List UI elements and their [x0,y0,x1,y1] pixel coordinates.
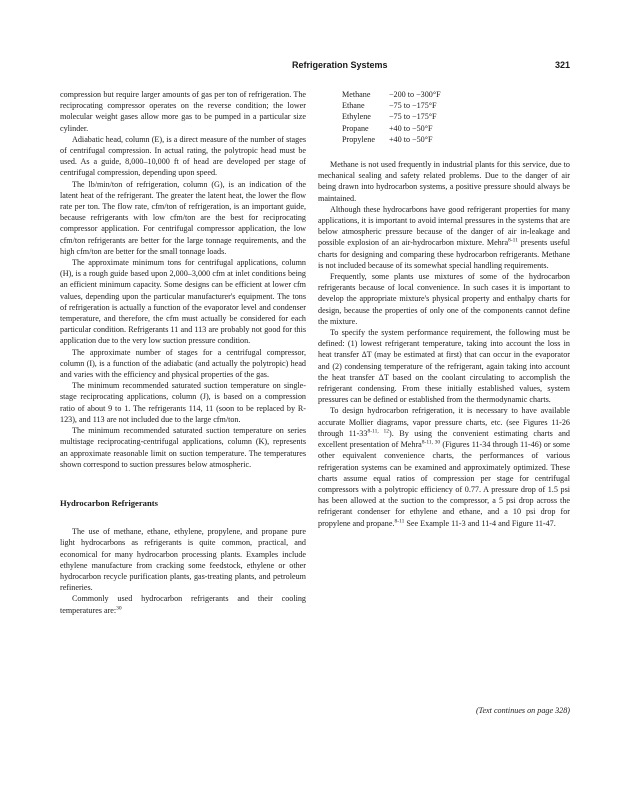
reference-marker: 8-11 [394,517,405,524]
paragraph [60,593,306,615]
paragraph: The use of methane, ethane, ethylene, propylene, and propane pure light hydrocarbons as refrigerants is quite common, practical, and economical for many hydrocarbon processing plants. Examples include ethylene manufacture from cracking some feedstock, ethylene or other hydrocarbon recycle purification plants, gas-treating plants, and petroleum refineries. [60,527,306,593]
refrigerant-temperature-table [342,89,455,145]
temp-range: +40 to −50°F [388,123,433,133]
section-heading: Hydrocarbon Refrigerants [60,497,158,508]
right-column [318,89,570,529]
table-row [342,111,455,122]
continuation-note: (Text continues on page 328) [475,706,570,715]
page-number: 321 [554,60,570,70]
paragraph-text: To design hydrocarbon refrigeration, it is necessary to have available accurate Mollier diagrams, vapor pressure charts, etc. (see Figures 11-26 through 11-33 [318,406,570,438]
paragraph: The approximate minimum tons for centrifugal applications, column (H), is a rough guide based upon 2,000–3,000 cfm at inlet conditions being an efficient minimum capacity. Some designs can be efficient at lower cfm values, depending upon the particular manufacturer's equipment. The tons of refrigeration is actually a function of the evaporator level and condenser temperature, and therefore, the cfm must actually be considered for each particular condition. Refrigerants 11 and 113 are probably not good for this application due to the very low suction pressure condition. [60,258,306,346]
running-header [60,60,570,74]
temp-range: +40 to −50°F [388,134,433,144]
paragraph: The approximate number of stages for a centrifugal compressor, column (I), is a function of the adiabatic (and actually the polytropic) head and varies with the efficiency and physical properties of the gas. [60,347,306,380]
table-row [342,100,455,111]
table-row [342,89,455,100]
gas-name: Ethane [342,101,365,111]
reference-marker: 30 [116,604,122,611]
table-row [342,134,455,145]
gas-name: Propane [342,123,369,133]
paragraph-text: Although these hydrocarbons have good refrigerant properties for many applications, it is important to avoid internal pressures in the systems that are below atmospheric pressure because of the danger of air in-leakage and possible explosion of an air-hydrocarbon mixture. Mehra [318,204,570,248]
temp-range: −75 to −175°F [388,101,437,111]
paragraph-text: See Example 11-3 and 11-4 and Figure 11-47. [404,518,556,528]
gas-name: Propylene [342,134,375,144]
gas-name: Methane [342,90,371,99]
running-title: Refrigeration Systems [292,60,388,70]
temp-range: −75 to −175°F [388,112,437,122]
paragraph-text: Commonly used hydrocarbon refrigerants and their cooling temperatures are: [60,594,306,615]
temp-range: −200 to −300°F [388,90,441,99]
paragraph [318,204,570,271]
paragraph-text: presents useful charts for designing and comparing these hydrocarbon refrigerants. Methane is not included because of its somewhat special handling requirements. [318,238,570,270]
paragraph: The lb/min/ton of refrigeration, column (G), is an indication of the latent heat of the refrigerant. The greater the latent heat, the lower the flow rate per ton. The flow rate, cfm/ton of refrigeration, is an important guide, because refrigerants with low cfm/ton are the best for reciprocating compressor application. For centrifugal compressor application, the low cfm/ton refrigerants are better for the large tonnage requirements, and the high cfm/ton are better for the small tonnage loads. [60,179,306,256]
paragraph-text: ). By using the convenient estimating charts and excellent presentation of Mehra [318,428,570,450]
left-column [60,89,306,616]
reference-marker: 8-11, 12 [367,428,390,435]
paragraph [318,405,570,528]
paragraph: The minimum recommended saturated suction temperature on series multistage reciprocating-centrifugal applications, column (K), represents an approximate reasonable limit on suction temperature. The temperatures shown correspond to suction pressures below atmospheric. [60,426,306,469]
paragraph: Adiabatic head, column (E), is a direct measure of the number of stages of centrifugal compression. In actual rating, the polytropic head must be used. As a guide, 8,000–10,000 ft of head are developed per stage of centrifugal compression, depending upon speed. [60,134,306,178]
paragraph: To specify the system performance requirement, the following must be defined: (1) lowest refrigerant temperature, taking into account the loss in heat transfer ΔT (may be estimated at first) that can occur in the evaporator and (2) condensing temperature of the refrigerant, again taking into account the heat transfer ΔT based on the coolant circulating to accomplish the refrigerant condensing. From these initially established values, system pressures can be defined or established from the thermodynamic charts. [318,328,570,405]
paragraph: compression but require larger amounts of gas per ton of refrigeration. The reciprocating compressor operates on the reverse condition; the lower molecular weight gases allow more gas to be pumped in a particular size cylinder. [60,90,306,133]
paragraph-text: (Figures 11-34 through 11-46) or some other equivalent convenience charts, the performances of various refrigeration systems can be examined and approximately optimized. These charts assume equal ratios of compression per stage for centrifugal compressors with a polytropic efficiency of 0.77. A pressure drop of 1.5 psi has been allowed at the suction to the compressor, a 5 psi drop across the refrigerant condenser for ethylene and ethane, and a 10 psi drop for propylene and propane. [318,440,570,528]
gas-name: Ethylene [342,112,371,122]
table-row [342,123,455,134]
paragraph: The minimum recommended saturated suction temperature on single-stage reciprocating applications, column (J), is based on a compression ratio of about 9 to 1. The refrigerants 114, 11 (soon to be replaced by R-123), and 113 are not included due to the large cfm/ton. [60,381,306,424]
reference-marker: 8-11, 30 [421,439,441,446]
paragraph: Frequently, some plants use mixtures of some of the hydrocarbon refrigerants because of local convenience. In such cases it is important to develop the appropriate mixture's physical property and enthalpy charts for design, because the properties of only one of the components cannot define the mixture. [318,272,570,326]
paragraph: Methane is not used frequently in industrial plants for this service, due to mechanical sealing and safety related problems. Due to the danger of air being drawn into hydrocarbon systems, a positive pressure should always be maintained. [318,160,570,203]
reference-marker: 8-11 [508,237,518,244]
